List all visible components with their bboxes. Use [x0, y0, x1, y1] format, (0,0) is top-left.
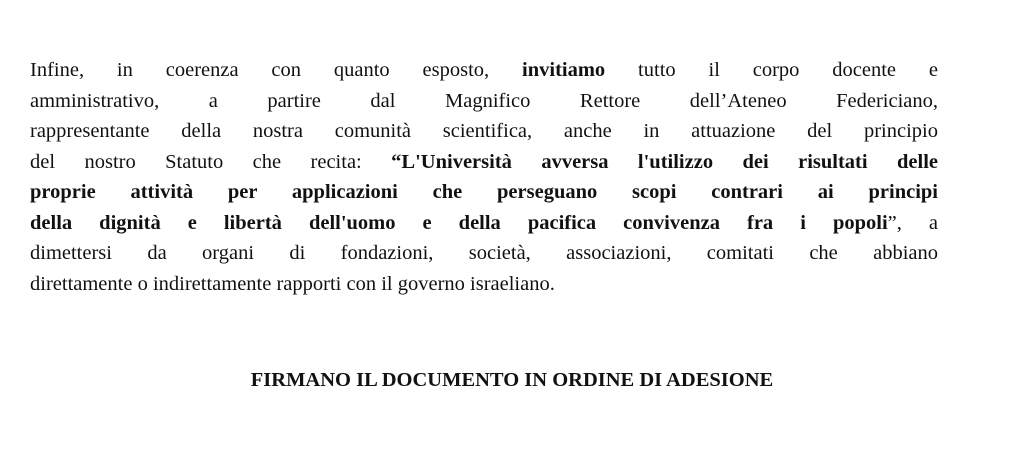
section-heading: FIRMANO IL DOCUMENTO IN ORDINE DI ADESIONE: [250, 369, 774, 391]
paragraph-line-7: dimettersi da organi di fondazioni, società, associazioni, comitati che abbiano: [30, 242, 938, 264]
bold-invitiamo: invitiamo: [522, 59, 606, 81]
statute-quote-end: della dignità e libertà dell'uomo e della pacifica convivenza fra i popoli: [30, 211, 888, 234]
paragraph-line-4: [30, 147, 938, 178]
paragraph-line-1: [30, 55, 938, 86]
statement-paragraph: [30, 55, 938, 299]
paragraph-line-8: direttamente o indirettamente rapporti con il governo israeliano.: [30, 272, 555, 295]
text-run: del nostro Statuto che recita:: [30, 150, 392, 173]
paragraph-line-6: [30, 208, 938, 239]
paragraph-line-2: amministrativo, a partire dal Magnifico Rettore dell’Ateneo Federiciano,: [30, 89, 938, 112]
text-run: tutto il corpo docente e: [605, 59, 938, 81]
paragraph-line-3: rappresentante della nostra comunità scientifica, anche in attuazione del principio: [30, 120, 938, 142]
statute-quote: “L'Università avversa l'utilizzo dei risultati delle: [391, 150, 938, 173]
text-run: ”, a: [887, 211, 938, 234]
document-body: [30, 55, 938, 299]
text-run: Infine, in coerenza con quanto esposto,: [30, 59, 523, 81]
paragraph-line-5: proprie attività per applicazioni che perseguano scopi contrari ai principi: [30, 181, 938, 203]
